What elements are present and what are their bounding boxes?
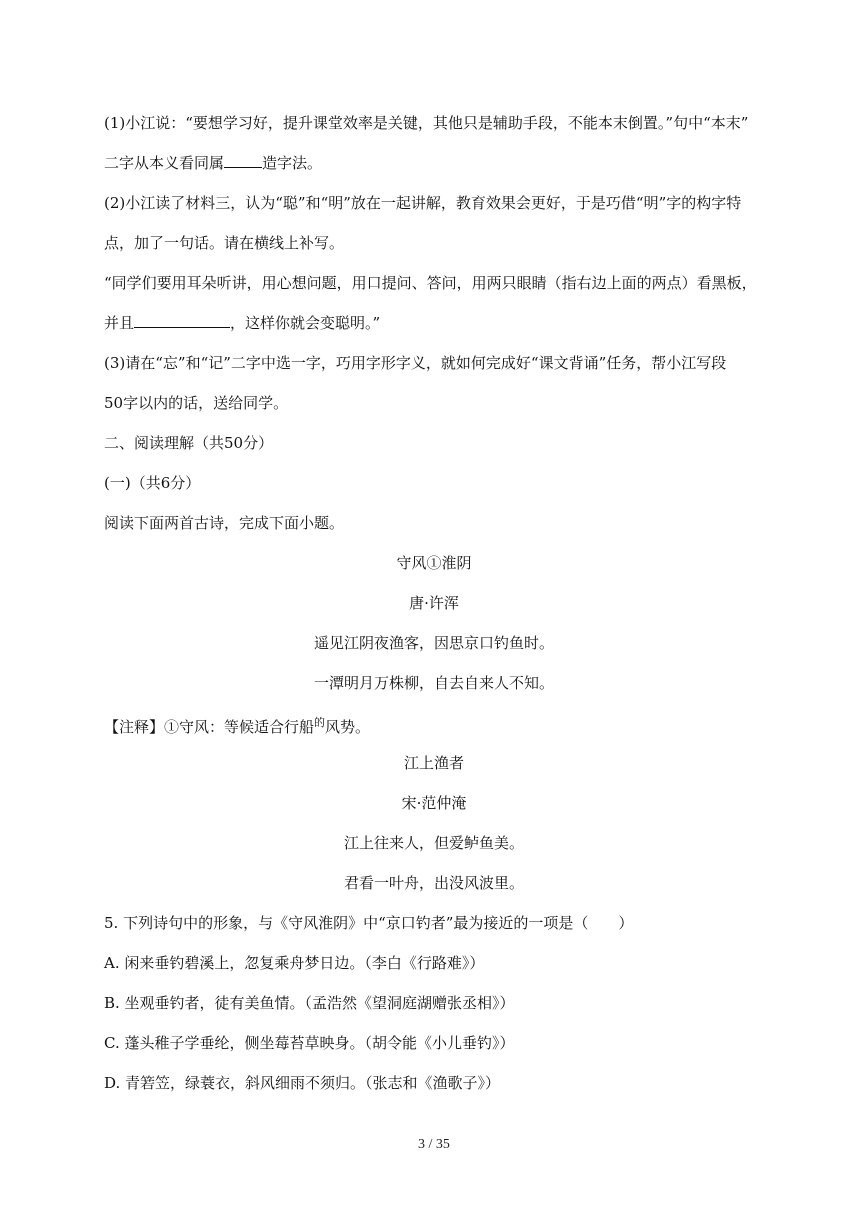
q4-part2-line1: (2)小江读了材料三，认为“聪”和“明”放在一起讲解，教育效果会更好，于是巧借“明”字的构字特: [104, 194, 742, 212]
poem1-line2: 一潭明月万株柳，自去自来人不知。: [313, 674, 554, 692]
question5-option-b[interactable]: B. 坐观垂钓者，徒有美鱼情。（孟浩然《望洞庭湖赠张丞相》）: [104, 994, 515, 1012]
question5-option-a[interactable]: A. 闲来垂钓碧溪上，忽复乘舟梦日边。（李白《行路难》）: [104, 954, 485, 972]
q4-part2-line2: 点，加了一句话。请在横线上补写。: [104, 234, 345, 252]
q4-part2-text-after-blank: ，这样你就会变聪明。”: [230, 314, 381, 332]
poem2-title: 江上渔者: [403, 754, 464, 772]
poem1-title: 守风①淮阴: [396, 554, 472, 572]
poem1-annotation: [104, 712, 774, 738]
reading-instruction: 阅读下面两首古诗，完成下面小题。: [104, 514, 345, 532]
q4-part1-text-before-blank: 二字从本义看同属: [104, 154, 225, 172]
question5-stem: 5. 下列诗句中的形象，与《守风淮阴》中“京口钓者”最为接近的一项是（ ）: [104, 914, 634, 932]
poem1-line1: 遥见江阴夜渔客，因思京口钓鱼时。: [313, 634, 554, 652]
q4-part2-text-before-blank: 并且: [104, 314, 135, 332]
annotation-text-end: 风势。: [325, 718, 371, 736]
q4-part2-line3: “同学们要用耳朵听讲，用心想问题，用口提问、答问，用两只眼睛（指右边上面的两点）看黑板，: [104, 274, 757, 292]
q4-part2-line4: [104, 312, 774, 334]
q4-part3-line2: 50字以内的话，送给同学。: [104, 394, 289, 412]
subsection-title: (一)（共6分）: [104, 474, 201, 492]
q4-part1-line2: [104, 152, 774, 174]
annotation-superscript: 的: [314, 716, 326, 729]
question5-option-d[interactable]: D. 青箬笠，绿蓑衣，斜风细雨不须归。（张志和《渔歌子》）: [104, 1074, 501, 1092]
page-number: 3 / 35: [418, 1137, 450, 1152]
answer-blank-short[interactable]: [224, 153, 262, 168]
poem2-author: 宋·范仲淹: [401, 794, 467, 812]
q4-part1-text-after-blank: 造字法。: [262, 154, 323, 172]
q4-part3-line1: (3)请在“忘”和“记”二字中选一字，巧用字形字义，就如何完成好“课文背诵”任务，帮小江写段: [104, 354, 727, 372]
annotation-text: 【注释】①守风：等候适合行船: [104, 718, 315, 736]
poem2-line2: 君看一叶舟，出没风波里。: [343, 874, 524, 892]
q4-part1-line1: (1)小江说：“要想学习好，提升课堂效率是关键，其他只是辅助手段，不能本末倒置。”句中“本末”: [104, 114, 749, 132]
answer-blank-long[interactable]: [134, 313, 230, 328]
section-title: 二、阅读理解（共50分）: [104, 434, 274, 452]
poem1-author: 唐·许浑: [409, 594, 459, 612]
poem2-line1: 江上往来人，但爱鲈鱼美。: [343, 834, 524, 852]
question5-option-c[interactable]: C. 蓬头稚子学垂纶，侧坐莓苔草映身。（胡令能《小儿垂钓》）: [104, 1034, 515, 1052]
